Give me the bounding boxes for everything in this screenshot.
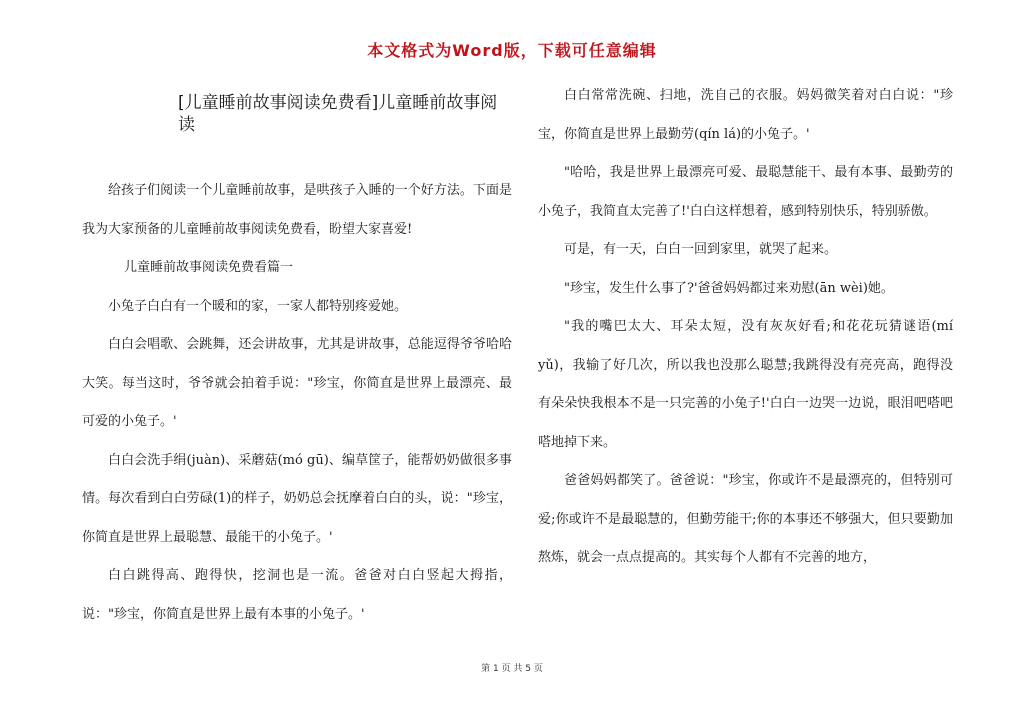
body-paragraph: 爸爸妈妈都笑了。爸爸说："珍宝，你或许不是最漂亮的，但特别可爱;你或许不是最聪慧的，但勤劳能干;你的本事还不够强大，但只要勤加熬炼，就会一点点提高的。其实每个人都有不完善的地方，: [538, 473, 953, 565]
body-paragraph: 白白常常洗碗、扫地，洗自己的衣服。妈妈微笑着对白白说："珍宝，你简直是世界上最勤劳(qín lá)的小兔子。': [538, 88, 953, 142]
left-column-body: [82, 172, 512, 634]
page-number-footer: 第 1 页 共 5 页: [481, 664, 543, 674]
body-paragraph: "珍宝，发生什么事了?'爸爸妈妈都过来劝慰(ān wèi)她。: [564, 280, 894, 296]
left-column: [82, 0, 512, 650]
document-title: [儿童睡前故事阅读免费看]儿童睡前故事阅读: [178, 93, 498, 135]
body-paragraph: 给孩子们阅读一个儿童睡前故事，是哄孩子入睡的一个好方法。下面是我为大家预备的儿童睡前故事阅读免费看，盼望大家喜爱!: [82, 183, 512, 237]
right-column: [538, 0, 953, 650]
download-banner: 本文格式为Word版，下载可任意编辑: [367, 41, 657, 60]
body-paragraph: 白白跳得高、跑得快，挖洞也是一流。爸爸对白白竖起大拇指，说："珍宝，你简直是世界上最有本事的小兔子。': [82, 568, 512, 622]
right-column-body: [538, 77, 953, 578]
body-paragraph: "哈哈，我是世界上最漂亮可爱、最聪慧能干、最有本事、最勤劳的小兔子，我简直太完善了!'白白这样想着，感到特别快乐，特别骄傲。: [538, 165, 953, 219]
body-paragraph: "我的嘴巴太大、耳朵太短，没有灰灰好看;和花花玩猜谜语(mí yǔ)，我输了好几次，所以我也没那么聪慧;我跳得没有亮亮高，跑得没有朵朵快我根本不是一只完善的小兔子!'白白一边哭一边说，眼泪吧嗒吧嗒地掉下来。: [538, 319, 953, 450]
body-paragraph: 小兔子白白有一个暖和的家，一家人都特别疼爱她。: [108, 298, 408, 314]
body-paragraph: 可是，有一天，白白一回到家里，就哭了起来。: [564, 242, 838, 257]
body-paragraph: 白白会洗手绢(juàn)、采蘑菇(mó gū)、编草筐子，能帮奶奶做很多事情。每次看到白白劳碌(1)的样子，奶奶总会抚摩着白白的头，说："珍宝，你简直是世界上最聪慧、最能干的小兔子。': [82, 452, 512, 545]
section-heading: 儿童睡前故事阅读免费看篇一: [124, 260, 294, 275]
body-paragraph: 白白会唱歌、会跳舞，还会讲故事，尤其是讲故事，总能逗得爷爷哈哈大笑。每当这时，爷爷就会拍着手说："珍宝，你简直是世界上最漂亮、最可爱的小兔子。': [82, 337, 512, 429]
